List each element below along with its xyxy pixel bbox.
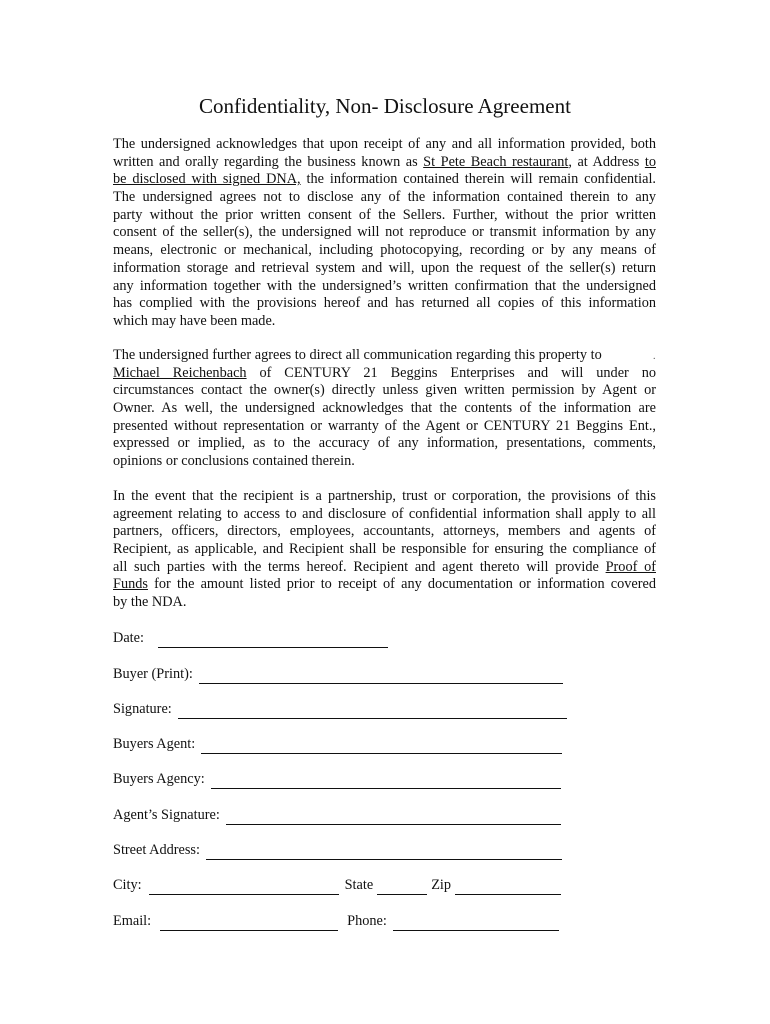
buyers-agent-label: Buyers Agent: [113, 736, 196, 752]
street-address-field[interactable] [206, 844, 562, 860]
address-value: be disclosed with signed DNA, [113, 171, 301, 188]
proof-of-funds: Proof of [605, 558, 656, 575]
city-label: City: [113, 877, 142, 893]
text-line: written and orally regarding the business known as St Pete Beach restaurant, at Address to [113, 153, 656, 170]
date-field[interactable] [158, 632, 388, 648]
document-title: Confidentiality, Non- Disclosure Agreement [199, 94, 571, 118]
text-line: Funds for the amount listed prior to receipt of any documentation or information covered [113, 576, 656, 593]
city-state-zip-row [113, 875, 561, 895]
zip-label: Zip [431, 877, 452, 893]
text-line: consent of the seller(s), the undersigned will not reproduce or transmit information by any [113, 224, 656, 241]
phone-field[interactable] [393, 915, 559, 931]
signature-row [113, 699, 567, 719]
text-line: means, electronic or mechanical, including photocopying, recording or by any means of [113, 242, 656, 259]
signature-field[interactable] [178, 703, 567, 719]
buyer-print-label: Buyer (Print): [113, 666, 193, 682]
text-line: opinions or conclusions contained therein. [113, 453, 355, 470]
buyer-print-row [113, 664, 563, 684]
agent-name: Michael Reichenbach [113, 364, 247, 381]
text-line: Owner. As well, the undersigned acknowledges that the contents of the information are [113, 400, 656, 417]
buyers-agency-row [113, 769, 561, 789]
text-line: information storage and retrieval system and will, upon the request of the seller(s) return [113, 259, 656, 276]
text-line: The undersigned agrees not to disclose any of the information contained therein to any [113, 189, 656, 206]
buyers-agent-field[interactable] [201, 738, 562, 754]
paragraph-communication [113, 347, 656, 471]
date-label: Date: [113, 630, 144, 646]
text-line: circumstances contact the owner(s) directly unless given written permission by Agent or [113, 382, 656, 399]
text-line: all such parties with the terms hereof. Recipient and agent thereto will provide Proof of [113, 558, 656, 575]
zip-field[interactable] [455, 879, 561, 895]
street-address-label: Street Address: [113, 842, 200, 858]
agents-signature-row [113, 805, 561, 825]
phone-label: Phone: [347, 913, 387, 929]
buyer-print-field[interactable] [199, 668, 563, 684]
text-line: The undersigned acknowledges that upon receipt of any and all information provided, both [113, 136, 656, 152]
text-line: presented without representation or warranty of the Agent or CENTURY 21 Beggins Ent., [113, 417, 656, 434]
state-field[interactable] [377, 879, 427, 895]
date-row [113, 628, 388, 648]
paragraph-confidentiality [113, 136, 656, 331]
proof-of-funds: Funds [113, 576, 148, 593]
text-line: Recipient, as applicable, and Recipient shall be responsible for ensuring the compliance of [113, 541, 656, 558]
signature-label: Signature: [113, 701, 172, 717]
text-line: has complied with the provisions hereof and has returned all copies of this information [113, 295, 656, 312]
state-label: State [344, 877, 374, 893]
text-line: be disclosed with signed DNA, the information contained therein will remain confidential. [113, 171, 656, 188]
street-address-row [113, 840, 562, 860]
text-line: partners, officers, directors, employees, accountants, attorneys, members and agents of [113, 523, 656, 540]
city-field[interactable] [149, 879, 339, 895]
agents-signature-label: Agent’s Signature: [113, 807, 220, 823]
text-line: expressed or implied, as to the accuracy of any information, presentations, comments, [113, 435, 656, 452]
text-line: by the NDA. [113, 594, 187, 611]
email-label: Email: [113, 913, 152, 929]
buyers-agent-row [113, 734, 562, 754]
business-name: St Pete Beach restaurant [423, 153, 569, 170]
text-line: In the event that the recipient is a partnership, trust or corporation, the provisions of this [113, 488, 656, 504]
buyers-agency-field[interactable] [211, 773, 561, 789]
text-line: any information together with the undersigned’s written confirmation that the undersigned [113, 277, 656, 294]
paragraph-recipient [113, 488, 656, 612]
text-line: agreement relating to access to and disclosure of confidential information shall apply to all [113, 505, 656, 522]
buyers-agency-label: Buyers Agency: [113, 771, 205, 787]
email-phone-row [113, 911, 559, 931]
text-line: Michael Reichenbach of CENTURY 21 Beggins Enterprises and will under no [113, 364, 656, 381]
text-line: which may have been made. [113, 312, 276, 329]
agents-signature-field[interactable] [226, 809, 561, 825]
stray-mark: . [653, 351, 656, 362]
email-field[interactable] [160, 915, 338, 931]
text-line: The undersigned further agrees to direct all communication regarding this property to [113, 347, 602, 363]
text-line: party without the prior written consent of the Sellers. Further, without the prior written [113, 206, 656, 223]
address-value: to [644, 153, 656, 170]
